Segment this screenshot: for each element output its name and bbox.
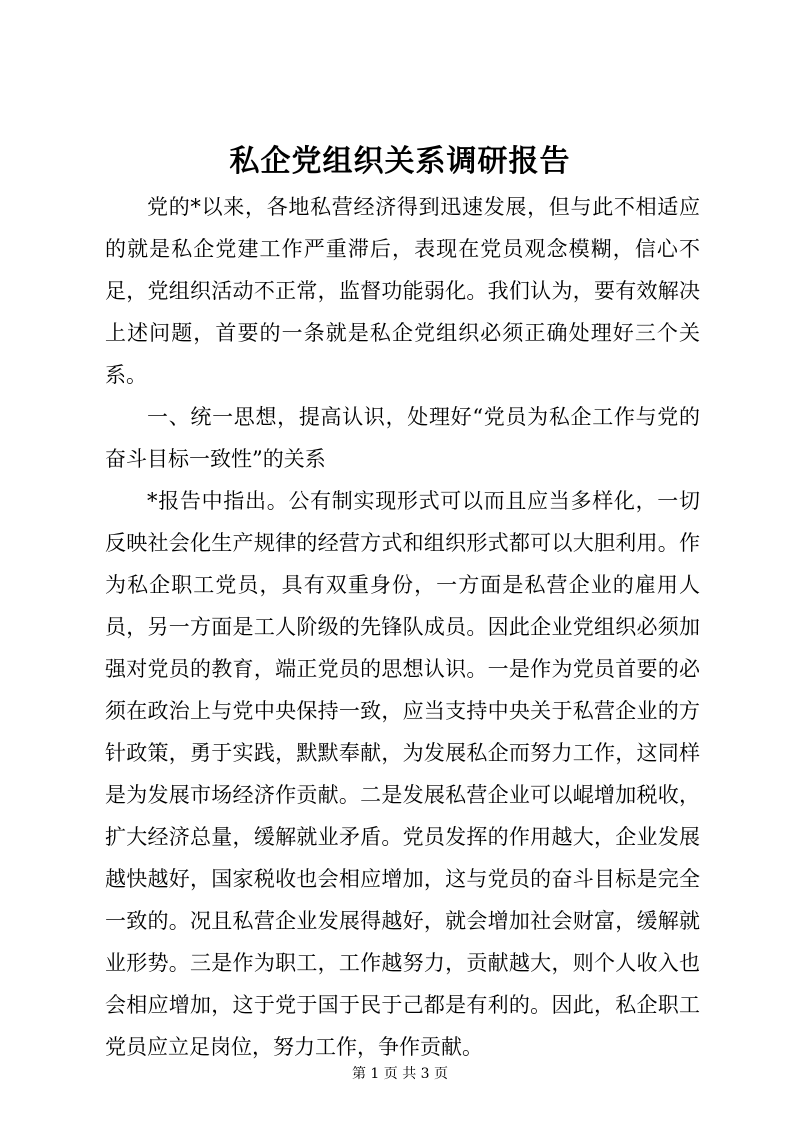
document-title: 私企党组织关系调研报告 [229, 144, 571, 179]
paragraph-report-content: *报告中指出。公有制实现形式可以而且应当多样化，一切反映社会化生产规律的经营方式和组织形式都可以大胆利用。作为私企职工党员，具有双重身份，一方面是私营企业的雇用人员，另一方面是工人阶级的先锋队成员。因此企业党组织必须加强对党员的教育，端正党员的思想认识。一是作为党员首要的必须在政治上与党中央保持一致，应当支持中央关于私营企业的方针政策，勇于实践，默默奉献，为发展私企而努力工作，这同样是为发展市场经济作贡献。二是发展私营企业可以崐增加税收，扩大经济总量，缓解就业矛盾。党员发挥的作用越大，企业发展越快越好，国家税收也会相应增加，这与党员的奋斗目标是完全一致的。况且私营企业发展得越好，就会增加社会财富，缓解就业形势。三是作为职工，工作越努力，贡献越大，则个人收入也会相应增加，这于党于国于民于己都是有利的。因此，私企职工党员应立足岗位，努力工作，争作贡献。 [105, 489, 700, 1059]
paragraph-section-heading: 一、统一思想，提高认识，处理好“党员为私企工作与党的奋斗目标一致性”的关系 [105, 405, 700, 471]
paragraph-intro: 党的*以来，各地私营经济得到迅速发展，但与此不相适应的就是私企党建工作严重滞后，表现在党员观念模糊，信心不足，党组织活动不正常，监督功能弱化。我们认为，要有效解决上述问题，首要的一条就是私企党组织必须正确处理好三个关系。 [105, 195, 700, 387]
document-body [105, 186, 700, 1068]
page-footer: 第 1 页 共 3 页 [351, 1066, 449, 1082]
